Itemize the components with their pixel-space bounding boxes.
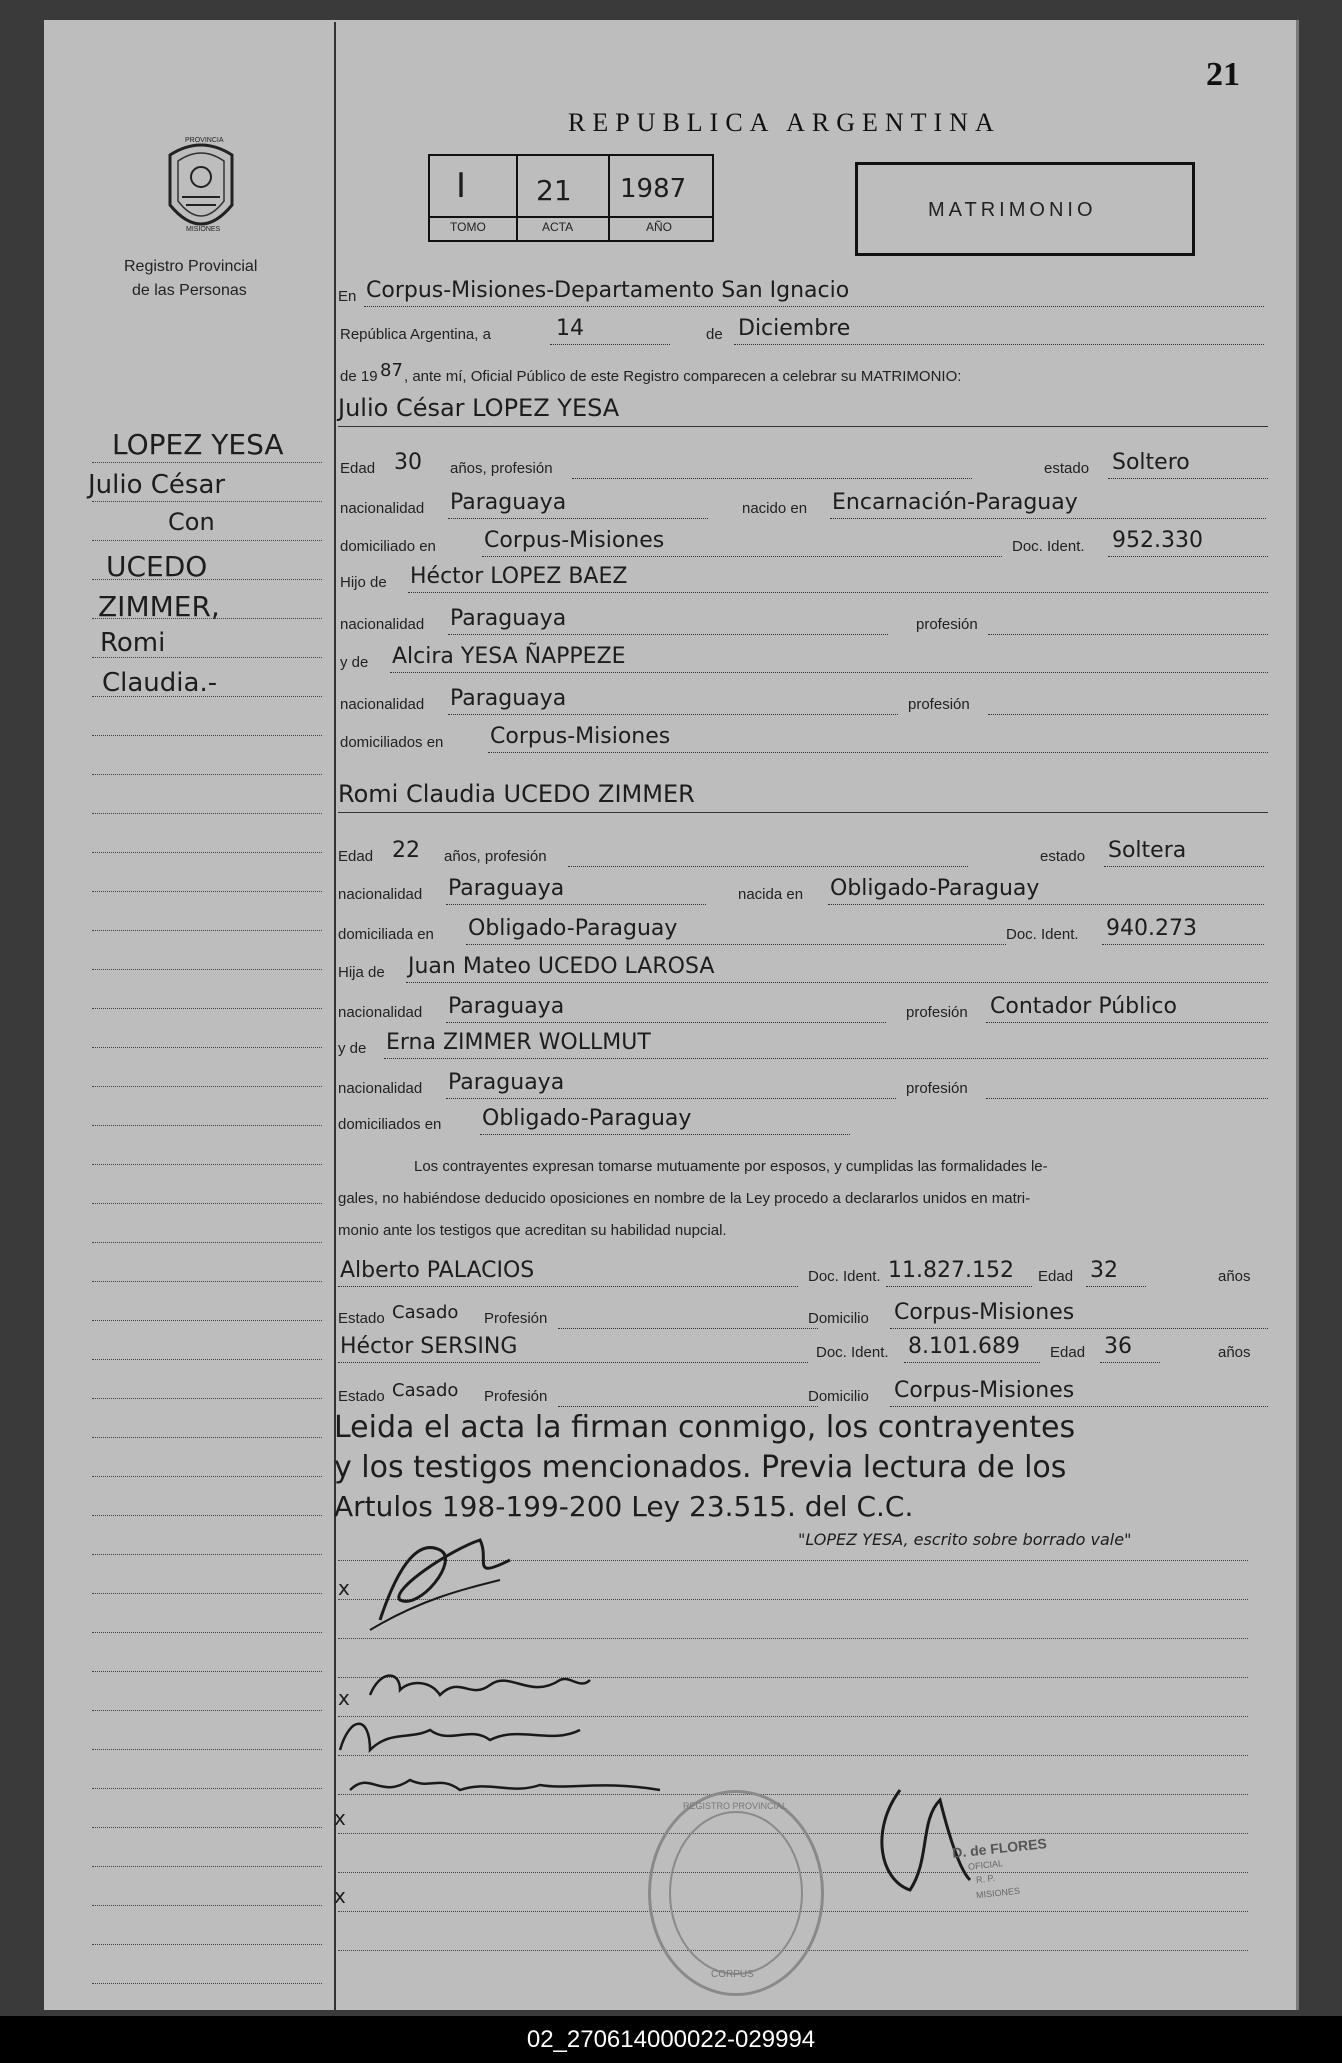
bride-mother-nac-label: nacionalidad [338,1080,423,1097]
margin-rule-line [92,969,322,970]
groom-edad: 30 [394,450,422,475]
anio-value: 1987 [620,174,687,204]
groom-father-nac-row [338,604,1268,640]
bride-parents-dom: Obligado-Paraguay [482,1106,692,1131]
bride-domicilio: Obligado-Paraguay [468,916,678,941]
witness-1-domicilio: Corpus-Misiones [894,1300,1075,1325]
hija-label: Hija de [338,964,385,981]
witness-1-row [338,1256,1268,1292]
witness-2-row [338,1332,1268,1368]
margin-rule-line [92,1359,322,1360]
margin-name-4: UCEDO [106,550,208,583]
margin-name-6: Romi [100,628,166,658]
father-prof-label: profesión [916,616,978,633]
witness-2-domicilio: Corpus-Misiones [894,1378,1075,1403]
de-label: de [706,326,723,343]
witness-1-edad-label: Edad [1038,1268,1074,1285]
header-title: REPUBLICA ARGENTINA [568,108,1001,137]
bride-father-nac-row [338,992,1268,1028]
official-seal [648,1790,824,1996]
margin-rule-line [92,1983,322,1984]
row-place [338,276,1268,312]
margin-rule-line [92,1320,322,1321]
month-value: Diciembre [738,316,851,341]
domiciliados-label: domiciliados en [340,734,444,751]
groom-father: Héctor LOPEZ BAEZ [410,564,628,589]
bride-y-de-label: y de [338,1040,367,1057]
stamp-sub-2: R. P. [975,1873,996,1885]
republica-label: República Argentina, a [340,326,491,343]
bride-estado-label: estado [1040,848,1086,865]
groom-domicilio: Corpus-Misiones [484,528,665,553]
margin-rule-line [92,774,322,775]
bride-signature [360,1660,600,1710]
declaration-line-1: Los contrayentes expresan tomarse mutuamente por esposos, y cumplidas las formalidades le- [414,1158,1048,1175]
margin-rule-line [92,1515,322,1516]
closing-line-2: y los testigos mencionados. Previa lectura de los [334,1450,1067,1485]
witness-2-anos-label: años [1218,1344,1251,1361]
witness-1-edad: 32 [1090,1258,1118,1283]
witness-1-estado-label: Estado [338,1310,385,1327]
margin-rule-line [92,1749,322,1750]
estado-label: estado [1044,460,1090,477]
witness-1-name: Alberto PALACIOS [340,1258,535,1283]
groom-mother-row [338,642,1268,678]
closing-line-3: Artulos 198-199-200 Ley 23.515. del C.C. [334,1490,914,1523]
y-de-label: y de [340,654,369,671]
groom-father-nac: Paraguaya [450,606,567,631]
bride-mother-row [338,1028,1268,1064]
witness-2-name: Héctor SERSING [340,1334,518,1359]
declaration-line-2: gales, no habiéndose deducido oposiciones en nombre de la Ley procedo a declararlos unidos en matri- [338,1190,1031,1207]
margin-rule-line [92,1944,322,1945]
margin-rule-line [92,1593,322,1594]
doc-label: Doc. Ident. [1012,538,1085,555]
bride-father-nac-label: nacionalidad [338,1004,423,1021]
margin-name-2: Julio César [88,470,226,500]
domiciliado-label: domiciliado en [340,538,436,555]
place-value: Corpus-Misiones-Departamento San Ignacio [366,278,850,303]
groom-nac-row [338,488,1268,524]
registry-line-1: Registro Provincial [124,258,258,275]
bride-mother-prof-label: profesión [906,1080,968,1097]
groom-name: Julio César LOPEZ YESA [338,394,620,422]
bride-edad-row [338,836,1268,872]
groom-mother-nac: Paraguaya [450,686,567,711]
margin-rule-line [92,930,322,931]
groom-edad-row [338,448,1268,484]
bride-edad-label: Edad [338,848,374,865]
witness-2-estado-row [338,1376,1268,1412]
witness-1-prof-label: Profesión [484,1310,548,1327]
row-year [338,356,1268,392]
bride-father-prof-label: profesión [906,1004,968,1021]
nacionalidad-label: nacionalidad [340,500,425,517]
margin-rule-line [92,1437,322,1438]
bride-father: Juan Mateo UCEDO LAROSA [408,954,715,979]
bride-mother-nac: Paraguaya [448,1070,565,1095]
margin-rule-line [92,1710,322,1711]
row-date [338,314,1268,350]
margin-rule-line [92,1905,322,1906]
witness-2-signature [340,1760,670,1810]
groom-mother-nac-row [338,684,1268,720]
margin-rule-line [92,1047,322,1048]
bride-domiciliados-label: domiciliados en [338,1116,442,1133]
year-suffix: 87 [380,360,403,381]
signature-mark-1: x [338,1576,350,1600]
bride-anos-profesion-label: años, profesión [444,848,547,865]
bride-parents-dom-row [338,1104,1268,1140]
bride-mother: Erna ZIMMER WOLLMUT [386,1030,651,1055]
witness-1-doc: 11.827.152 [888,1258,1014,1283]
bride-doc: 940.273 [1106,916,1197,941]
groom-nacido: Encarnación-Paraguay [832,490,1078,515]
margin-rule-line [92,1827,322,1828]
bride-name: Romi Claudia UCEDO ZIMMER [338,780,695,808]
witness-2-doc-label: Doc. Ident. [816,1344,889,1361]
bride-father-nac: Paraguaya [448,994,565,1019]
page-number: 21 [1206,56,1240,93]
bride-estado: Soltera [1108,838,1187,863]
groom-nacionalidad: Paraguaya [450,490,567,515]
margin-rule-line [92,1164,322,1165]
father-nac-label: nacionalidad [340,616,425,633]
mother-nac-label: nacionalidad [340,696,425,713]
seal-text-bottom: CORPUS [711,1969,754,1980]
closing-line-1: Leida el acta la firman conmigo, los contrayentes [334,1410,1076,1445]
margin-rule-line [92,1008,322,1009]
margin-rule-line [92,852,322,853]
bride-doc-label: Doc. Ident. [1006,926,1079,943]
bride-edad: 22 [392,838,420,863]
witness-1-doc-label: Doc. Ident. [808,1268,881,1285]
tomo-label: TOMO [450,220,486,234]
nacido-label: nacido en [742,500,808,517]
registry-line-2: de las Personas [132,282,247,299]
groom-name-row [338,392,1268,428]
margin-rule-line [92,1203,322,1204]
groom-estado: Soltero [1112,450,1190,475]
witness-2-edad-label: Edad [1050,1344,1086,1361]
emblem-text-bottom: MISIONES [186,226,221,233]
bride-father-prof: Contador Público [990,994,1177,1019]
margin-name-1: LOPEZ YESA [112,428,284,461]
signature-mark-4: x [334,1884,346,1908]
margin-name-3: Con [168,508,215,536]
declaration-line-3: monio ante los testigos que acreditan su habilidad nupcial. [338,1222,727,1239]
bride-mother-nac-row [338,1068,1268,1104]
witness-1-dom-label: Domicilio [808,1310,869,1327]
groom-dom-row [338,526,1268,562]
witness-1-estado: Casado [392,1302,459,1323]
margin-rule-line [92,1788,322,1789]
margin-rule-line [92,501,322,502]
mother-prof-label: profesión [908,696,970,713]
groom-signature [360,1520,530,1640]
year-prefix: de 19 [340,368,378,385]
edad-label: Edad [340,460,376,477]
groom-mother: Alcira YESA ÑAPPEZE [392,644,626,669]
margin-rule-line [92,462,322,463]
margin-rule-line [92,1866,322,1867]
bride-nacionalidad: Paraguaya [448,876,565,901]
domiciliada-label: domiciliada en [338,926,434,943]
witness-2-dom-label: Domicilio [808,1388,869,1405]
bride-name-row [338,778,1268,814]
stamp-sub-3: MISIONES [975,1885,1021,1901]
stamp-sub-1: OFICIAL [967,1858,1004,1872]
margin-name-7: Claudia.- [102,668,218,698]
signature-mark-2: x [338,1686,350,1710]
nacida-label: nacida en [738,886,804,903]
witness-2-doc: 8.101.689 [908,1334,1020,1359]
margin-rule-line [92,1125,322,1126]
groom-doc: 952.330 [1112,528,1203,553]
bride-nacionalidad-label: nacionalidad [338,886,423,903]
signature-mark-3: x [334,1806,346,1830]
en-label: En [338,288,357,305]
bride-dom-row [338,914,1268,950]
bride-nac-row [338,874,1268,910]
margin-rule-line [92,813,322,814]
acta-value: 21 [536,174,572,207]
margin-rule-line [92,1476,322,1477]
tomo-value: I [456,166,467,206]
groom-parents-dom-row [338,722,1268,758]
margin-rule-line [92,1086,322,1087]
witness-2-estado: Casado [392,1380,459,1401]
anio-label: AÑO [646,220,673,234]
stamp-name: D. de FLORES [951,1835,1048,1861]
bride-nacida: Obligado-Paraguay [830,876,1040,901]
witness-2-estado-label: Estado [338,1388,385,1405]
margin-rule-line [92,1242,322,1243]
witness-1-estado-row [338,1298,1268,1334]
record-type: MATRIMONIO [928,199,1097,221]
margin-rule-line [92,540,322,541]
record-type-box [855,162,1195,256]
groom-father-row [338,562,1268,598]
groom-parents-dom: Corpus-Misiones [490,724,671,749]
closing-note: "LOPEZ YESA, escrito sobre borrado vale" [798,1530,1132,1549]
witness-1-signature [330,1710,610,1760]
margin-rule-line [92,1281,322,1282]
footer-id: 02_270614000022-029994 [0,2016,1342,2063]
acta-label: ACTA [542,220,574,234]
hijo-label: Hijo de [340,574,387,591]
witness-2-edad: 36 [1104,1334,1132,1359]
margin-rule-line [92,1398,322,1399]
margin-rule-line [92,1632,322,1633]
intro-text: , ante mí, Oficial Público de este Registro comparecen a celebrar su MATRIMONIO: [404,368,962,385]
seal-text-top: REGISTRO PROVINCIAL [683,1801,788,1811]
day-value: 14 [556,316,584,341]
bride-father-row [338,952,1268,988]
anos-profesion-label: años, profesión [450,460,553,477]
margin-rule-line [92,1671,322,1672]
margin-rule-line [92,891,322,892]
emblem-text-top: PROVINCIA [185,137,224,144]
witness-1-anos-label: años [1218,1268,1251,1285]
margin-rule-line [92,1554,322,1555]
record-number-box [428,154,714,242]
margin-name-5: ZIMMER, [98,590,220,623]
margin-rule-line [92,735,322,736]
witness-2-prof-label: Profesión [484,1388,548,1405]
